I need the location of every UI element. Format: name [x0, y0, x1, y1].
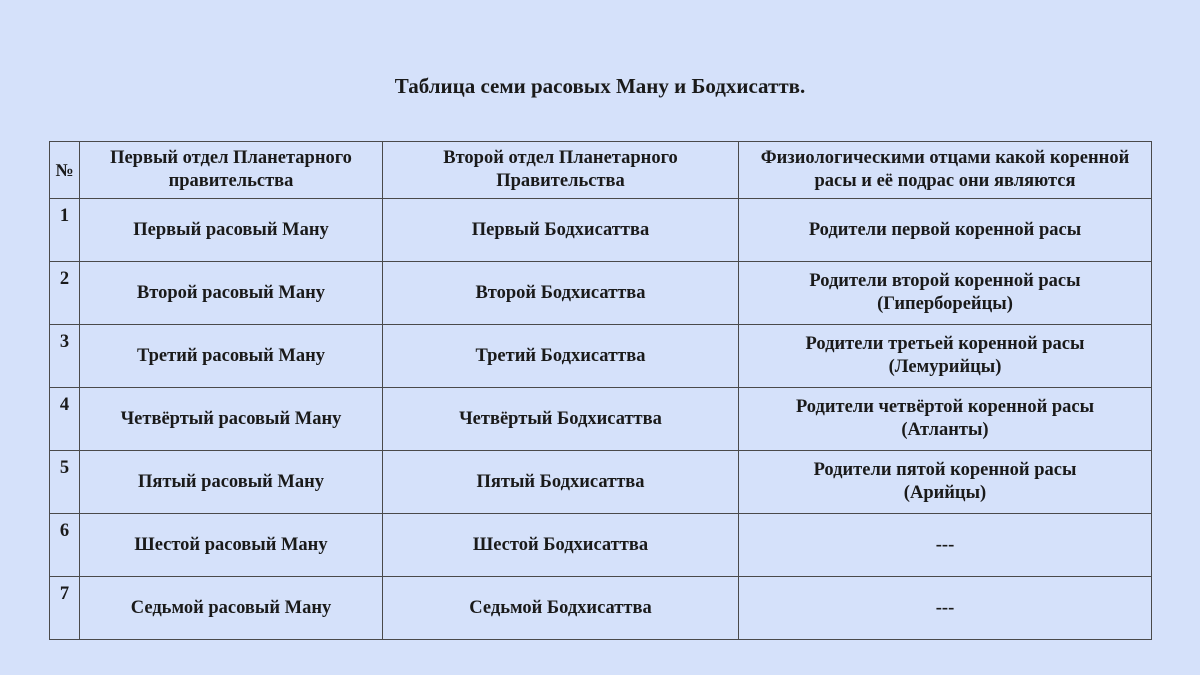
race-name: (Арийцы)	[903, 483, 987, 503]
bodhisattva-cell: Седьмой Бодхисаттва	[383, 577, 739, 640]
fathers-text: Родители первой коренной расы	[808, 219, 1082, 240]
fathers-text: Родители второй коренной расы	[809, 271, 1081, 291]
row-number: 6	[50, 514, 80, 577]
manu-cell: Пятый расовый Ману	[80, 451, 383, 514]
bodhisattva-cell: Третий Бодхисаттва	[383, 325, 739, 388]
table-row	[50, 451, 1152, 514]
race-name: (Гиперборейцы)	[877, 294, 1013, 314]
manu-cell: Четвёртый расовый Ману	[80, 388, 383, 451]
manu-cell: Седьмой расовый Ману	[80, 577, 383, 640]
table-header-row	[50, 142, 1152, 199]
bodhisattva-cell: Четвёртый Бодхисаттва	[383, 388, 739, 451]
bodhisattva-cell: Пятый Бодхисаттва	[383, 451, 739, 514]
table-row	[50, 325, 1152, 388]
bodhisattva-cell: Шестой Бодхисаттва	[383, 514, 739, 577]
races-table	[49, 141, 1152, 640]
race-name: (Лемурийцы)	[888, 357, 1002, 377]
header-number: №	[50, 142, 80, 199]
table-row	[50, 199, 1152, 262]
fathers-text: ---	[935, 597, 955, 618]
manu-cell: Шестой расовый Ману	[80, 514, 383, 577]
row-number: 5	[50, 451, 80, 514]
row-number: 4	[50, 388, 80, 451]
row-number: 3	[50, 325, 80, 388]
manu-cell: Третий расовый Ману	[80, 325, 383, 388]
fathers-cell	[739, 514, 1152, 577]
header-physiological-fathers: Физиологическими отцами какой коренной расы и её подрас они являются	[739, 142, 1152, 199]
bodhisattva-cell: Первый Бодхисаттва	[383, 199, 739, 262]
fathers-cell	[739, 262, 1152, 325]
fathers-cell	[739, 451, 1152, 514]
fathers-text: Родители третьей коренной расы	[805, 334, 1085, 354]
fathers-cell	[739, 388, 1152, 451]
fathers-text: Родители четвёртой коренной расы	[795, 397, 1095, 417]
fathers-text: ---	[935, 534, 955, 555]
bodhisattva-cell: Второй Бодхисаттва	[383, 262, 739, 325]
table-row	[50, 577, 1152, 640]
fathers-cell	[739, 199, 1152, 262]
header-first-department: Первый отдел Планетарного правительства	[80, 142, 383, 199]
manu-cell: Первый расовый Ману	[80, 199, 383, 262]
race-name: (Атланты)	[901, 420, 989, 440]
row-number: 7	[50, 577, 80, 640]
page-title: Таблица семи расовых Ману и Бодхисаттв.	[394, 74, 806, 98]
row-number: 1	[50, 199, 80, 262]
header-second-department: Второй отдел Планетарного Правительства	[383, 142, 739, 199]
manu-cell: Второй расовый Ману	[80, 262, 383, 325]
table-row	[50, 388, 1152, 451]
table-row	[50, 514, 1152, 577]
table-row	[50, 262, 1152, 325]
fathers-text: Родители пятой коренной расы	[813, 460, 1077, 480]
fathers-cell	[739, 325, 1152, 388]
row-number: 2	[50, 262, 80, 325]
fathers-cell	[739, 577, 1152, 640]
